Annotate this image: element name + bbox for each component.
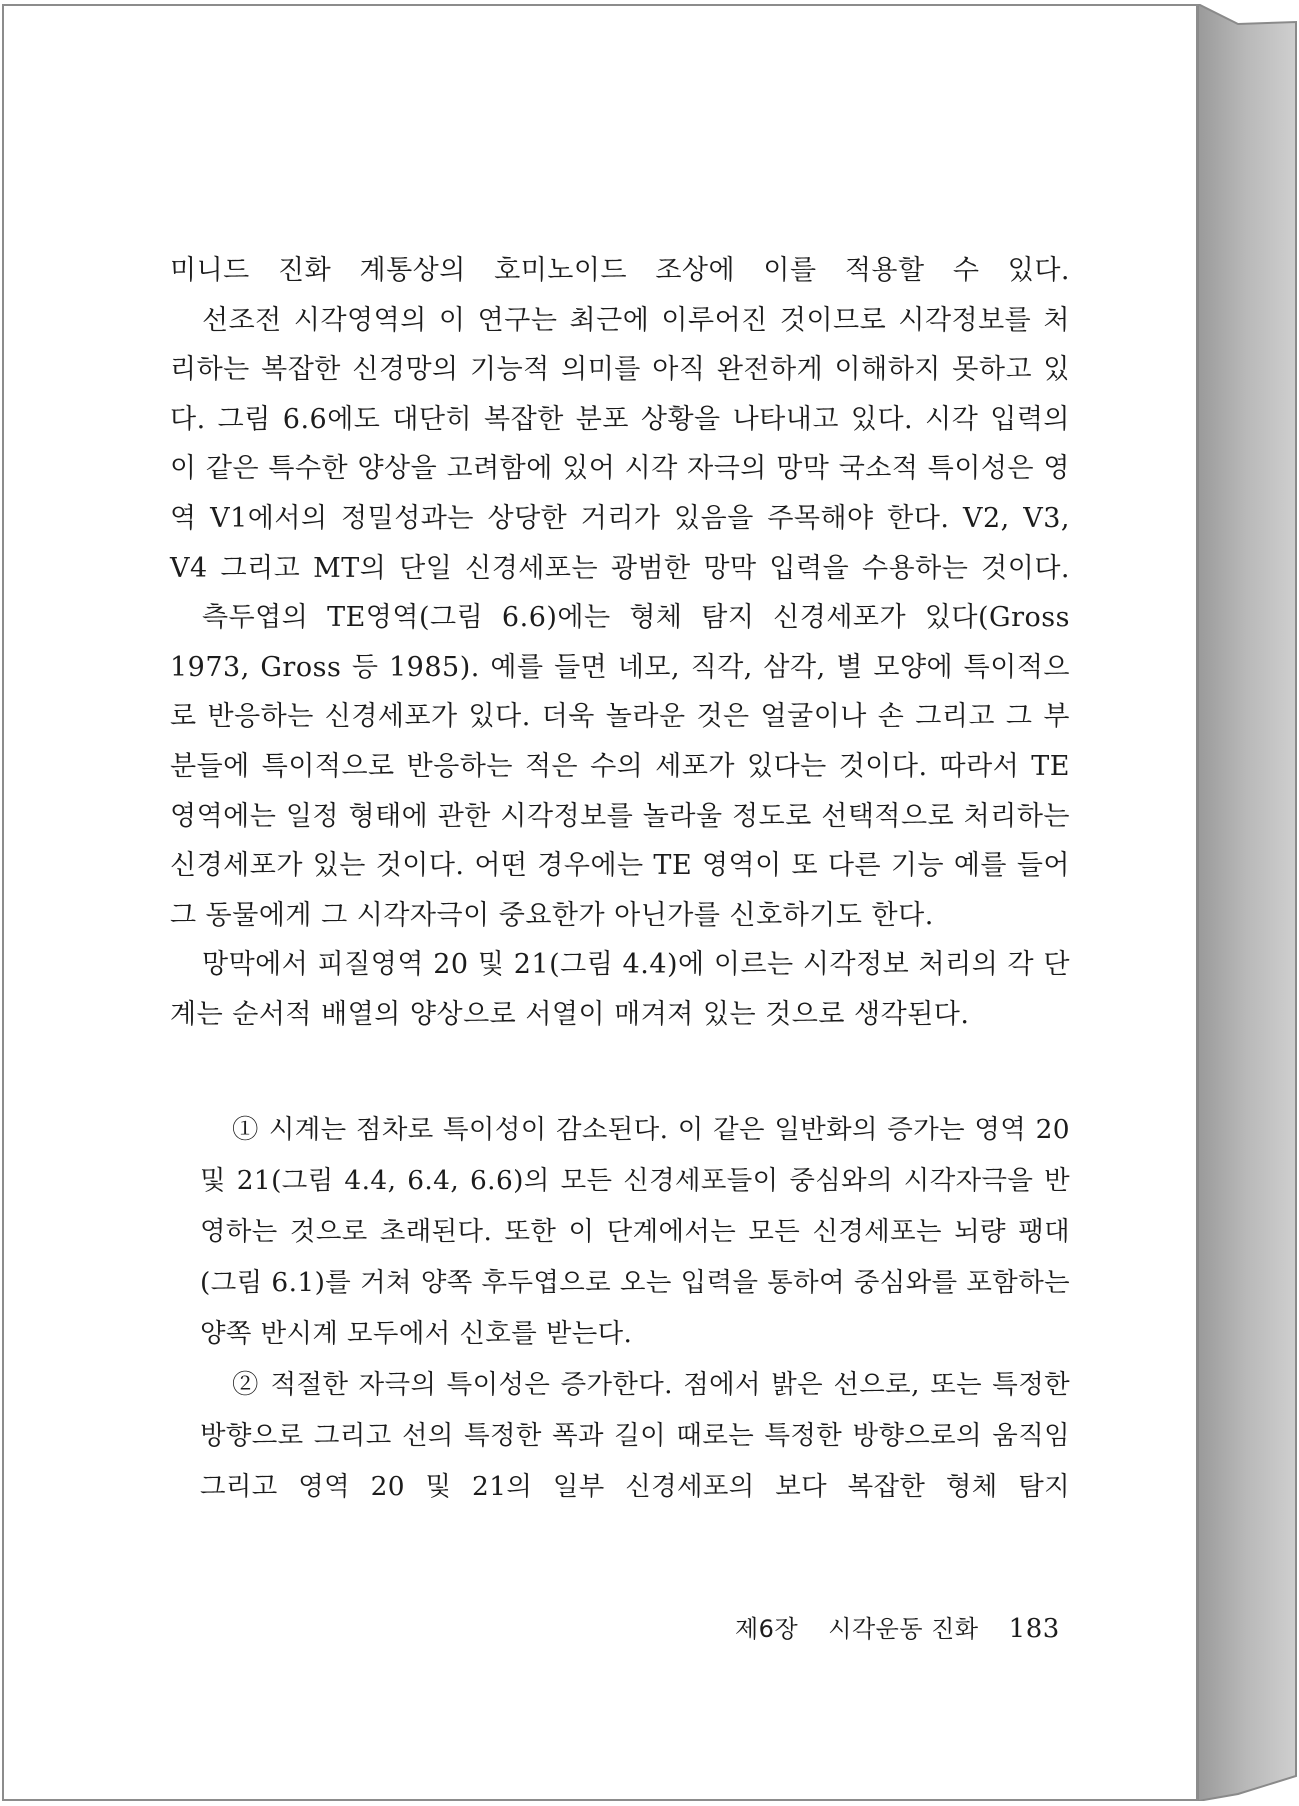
chapter-number: 제6장 (735, 1615, 799, 1643)
chapter-title: 시각운동 진화 (828, 1615, 979, 1643)
paragraph: 측두엽의 TE영역(그림 6.6)에는 형체 탐지 신경세포가 있다(Gross 1973, Gross 등 1985). 예를 들면 네모, 직각, 삼각, 별 모양에 특이적으로 반응하는 신경세포가 있다. 더욱 놀라운 것은 얼굴이나 손 그리고 그 부분들에 특이적으로 반응하는 적은 수의 세포가 있다는 것이다. 따라서 TE 영역에는 일정 형태에 관한 시각정보를 놀라울 정도로 선택적으로 처리하는 신경세포가 있는 것이다. 어떤 경우에는 TE 영역이 또 다른 기능 예를 들어 그 동물에게 그 시각자극이 중요한가 아닌가를 신호하기도 한다. (170, 602, 1070, 931)
book-edge-shape (1198, 4, 1298, 1801)
list-item: ① 시계는 점차로 특이성이 감소된다. 이 같은 일반화의 증가는 영역 20 및 21(그림 4.4, 6.4, 6.6)의 모든 신경세포들이 중심와의 시각자극을 반영하는 것으로 초래된다. 또한 이 단계에서는 모든 신경세포는 뇌량 팽대(그림 6.1)를 거쳐 양쪽 후두엽으로 오는 입력을 통하여 중심와를 포함하는 양쪽 반시계 모두에서 신호를 받는다. (200, 1113, 1070, 1349)
book-edge (1198, 4, 1298, 1801)
body-text (170, 246, 1070, 1512)
paragraph: 선조전 시각영역의 이 연구는 최근에 이루어진 것이므로 시각정보를 처리하는 복잡한 신경망의 기능적 의미를 아직 완전하게 이해하지 못하고 있다. 그림 6.6에도 대단히 복잡한 분포 상황을 나타내고 있다. 시각 입력의 이 같은 특수한 양상을 고려함에 있어 시각 자극의 망막 국소적 특이성은 영역 V1에서의 정밀성과는 상당한 거리가 있음을 주목해야 한다. V2, V3, V4 그리고 MT의 단일 신경세포는 광범한 망막 입력을 수용하는 것이다. (170, 304, 1070, 584)
paragraph: 망막에서 피질영역 20 및 21(그림 4.4)에 이르는 시각정보 처리의 각 단계는 순서적 배열의 양상으로 서열이 매겨져 있는 것으로 생각된다. (170, 949, 1070, 1030)
section-gap (170, 1040, 1070, 1104)
paragraph-continuation: 미니드 진화 계통상의 호미노이드 조상에 이를 적용할 수 있다. (170, 255, 1070, 286)
list-item: ② 적절한 자극의 특이성은 증가한다. 점에서 밝은 선으로, 또는 특정한 방향으로 그리고 선의 특정한 폭과 길이 때로는 특정한 방향으로의 움직임 그리고 영역 20 및 21의 일부 신경세포의 보다 복잡한 형체 탐지 (200, 1368, 1070, 1502)
running-footer (735, 1609, 1060, 1649)
page-number: 183 (1008, 1614, 1060, 1644)
